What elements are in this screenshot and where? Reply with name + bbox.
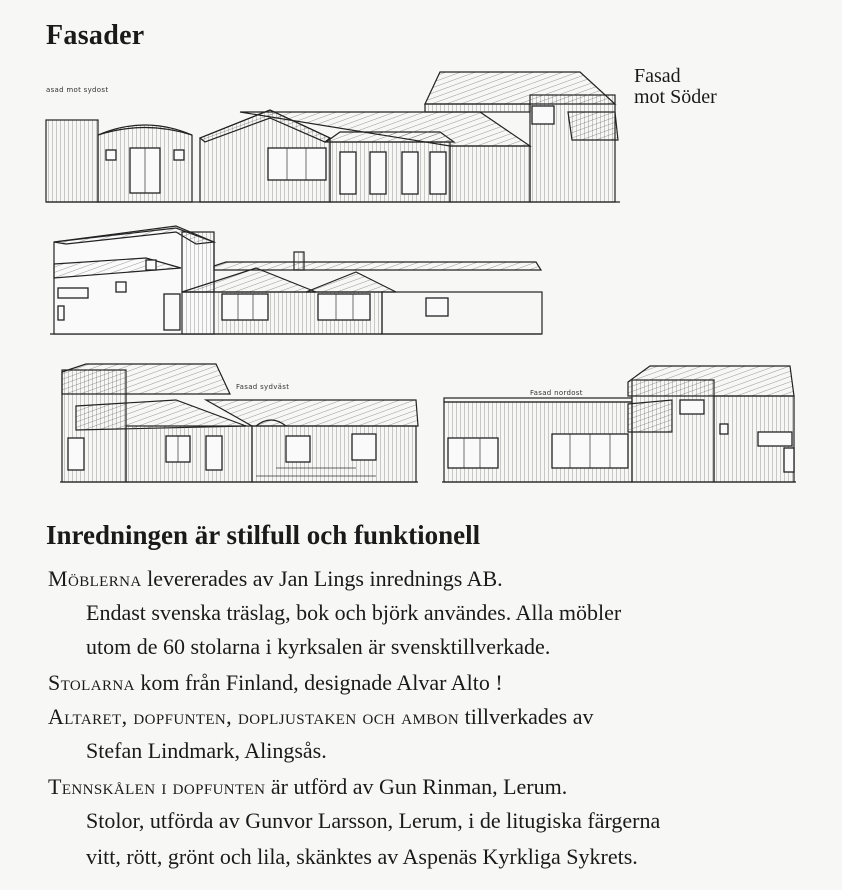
text-tennskalen-line2: Stolor, utförda av Gunvor Larsson, Lerum, i de litugiska färgerna [86, 808, 661, 833]
facade-nv-drawing [46, 222, 546, 342]
text-moblerna: levererades av Jan Lings inrednings AB. [141, 566, 503, 591]
text-moblerna-line2: Endast svenska träslag, bok och björk användes. Alla möbler [86, 600, 622, 625]
se-small-caption: Fasad nordost [530, 389, 583, 397]
facade-se-drawing [440, 360, 800, 490]
facade-south-drawing [40, 60, 630, 210]
sw-small-caption: Fasad sydväst [236, 383, 290, 391]
page-heading: Fasader [46, 20, 145, 51]
paragraph-stolarna [48, 670, 503, 696]
paragraph-moblerna [48, 566, 503, 592]
lead-altaret: Altaret, dopfunten, dopljustaken och ambon [48, 704, 460, 729]
text-moblerna-line3: utom de 60 stolarna i kyrksalen är svensktillverkade. [86, 634, 551, 659]
text-tennskalen: är utförd av Gun Rinman, Lerum. [265, 774, 568, 799]
paragraph-tennskalen [48, 774, 567, 800]
lead-stolarna: Stolarna [48, 670, 135, 695]
lead-moblerna: Möblerna [48, 566, 142, 591]
section-title: Inredningen är stilfull och funktionell [46, 520, 481, 550]
text-tennskalen-line3: vitt, rött, grönt och lila, skänktes av Aspenäs Kyrkliga Sykrets. [86, 844, 638, 869]
facade-sw-drawing [56, 360, 424, 490]
text-altaret-line2: Stefan Lindmark, Alingsås. [86, 738, 327, 763]
paragraph-altaret [48, 704, 594, 730]
lead-tennskalen: Tennskålen i dopfunten [48, 774, 266, 799]
text-altaret: tillverkades av [459, 704, 594, 729]
text-stolarna: kom från Finland, designade Alvar Alto ! [134, 670, 503, 695]
south-caption: Fasad mot Söder [634, 65, 717, 108]
south-small-caption: asad mot sydost [46, 86, 109, 94]
